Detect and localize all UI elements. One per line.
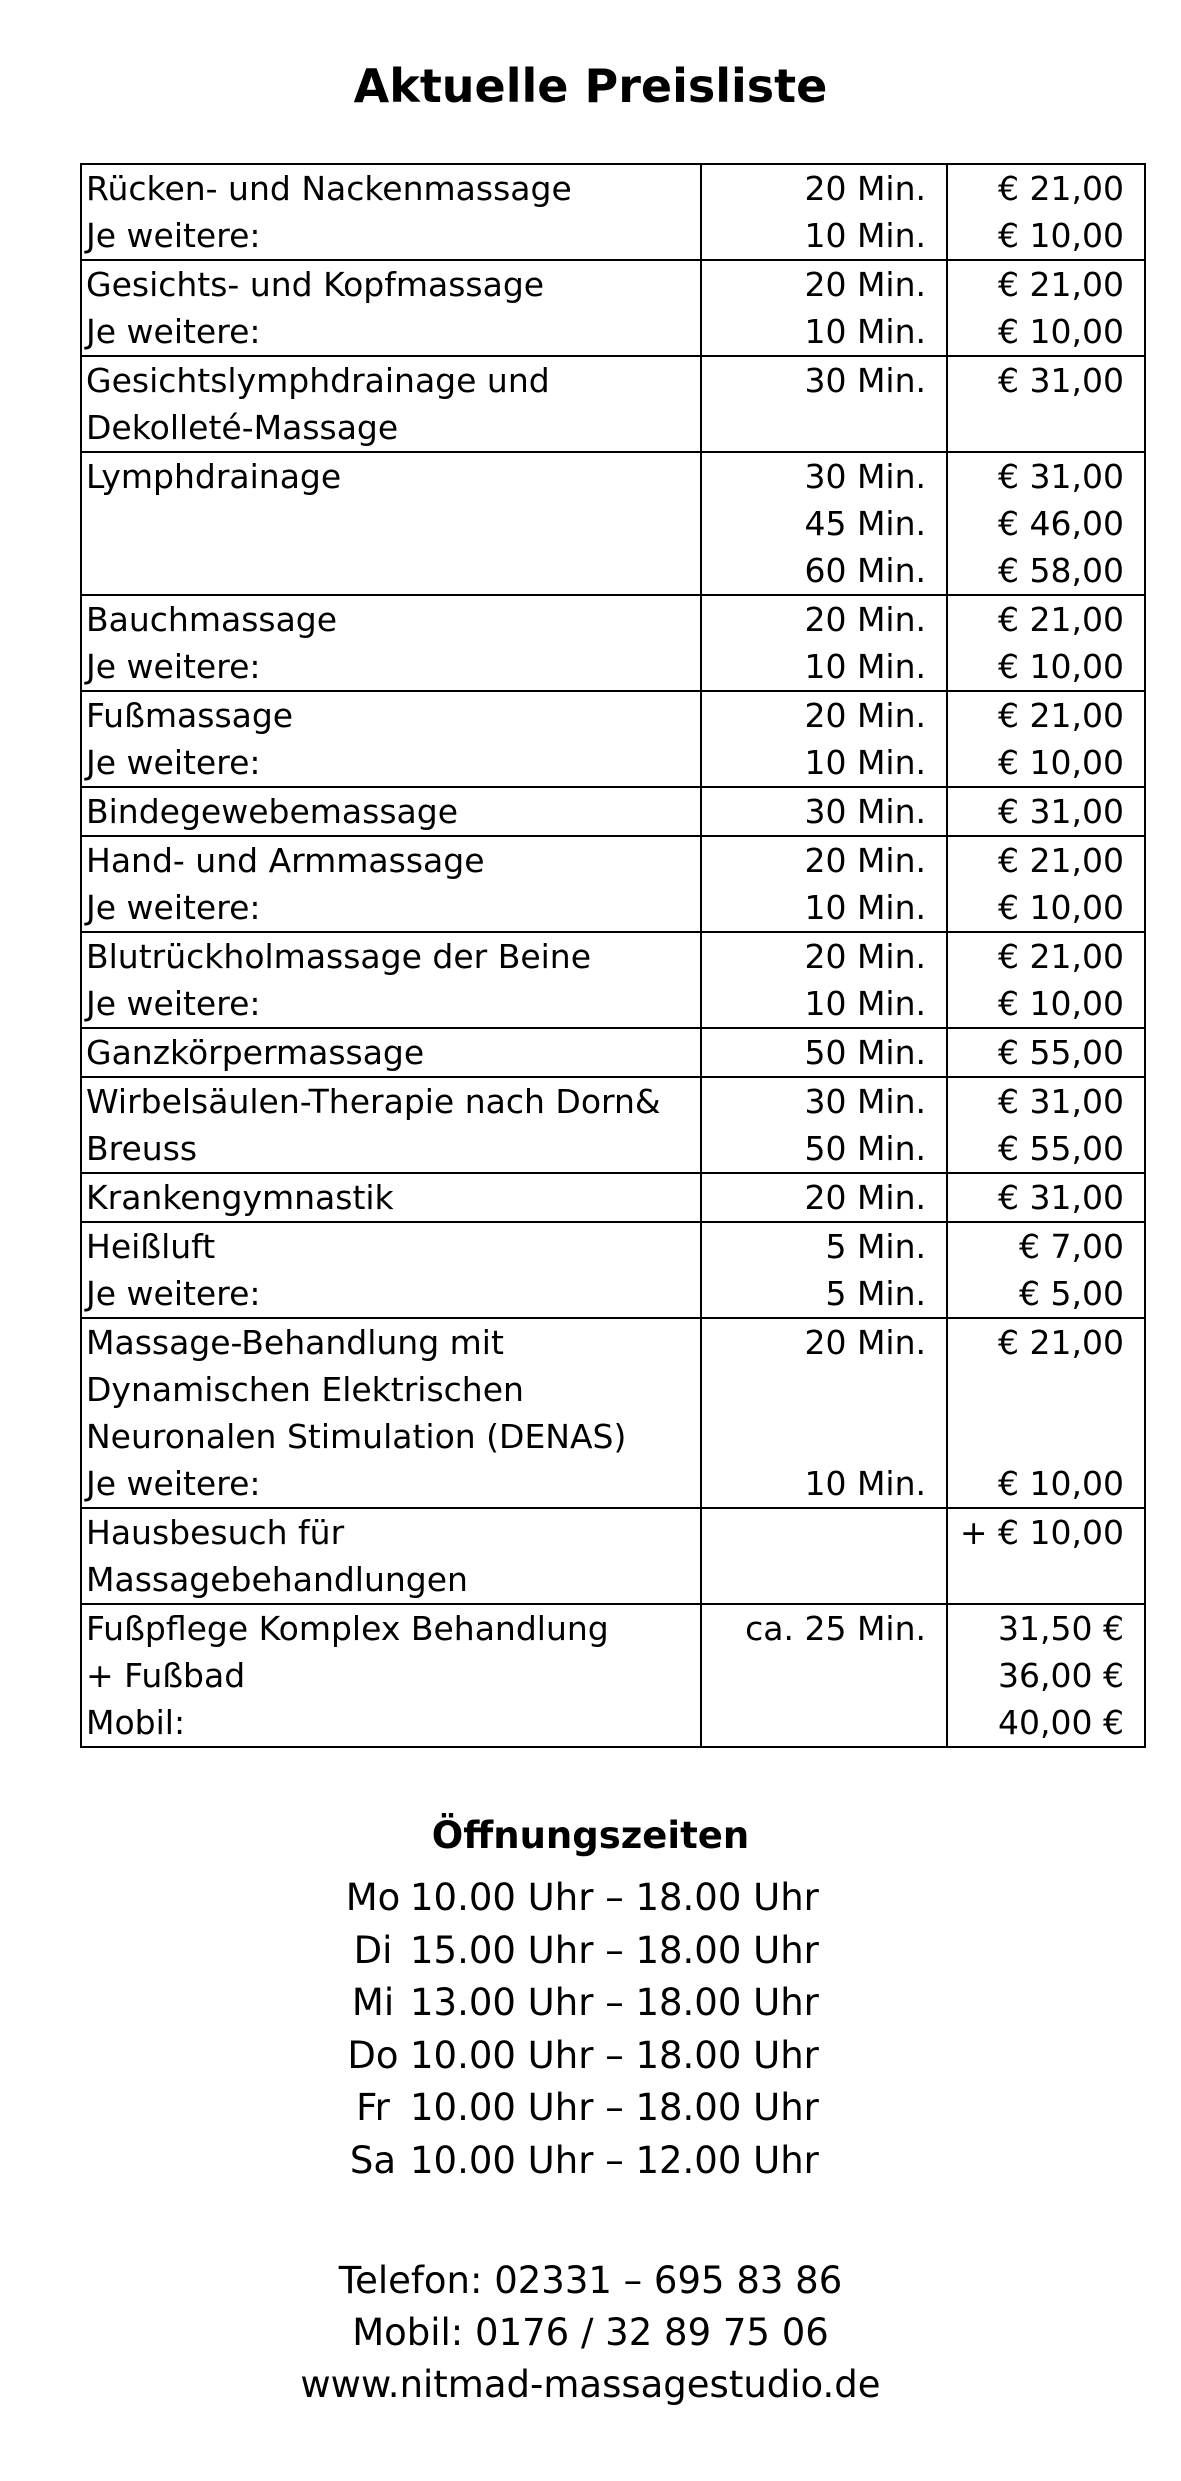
price-line: € 55,00 [998, 1033, 1124, 1072]
price-line: € 31,00 [998, 792, 1124, 831]
duration-line [706, 1509, 926, 1556]
price-cell [947, 356, 1145, 452]
duration-line [706, 1652, 926, 1699]
price-row [81, 1173, 1145, 1222]
service-line [86, 500, 696, 547]
service-cell [81, 1173, 701, 1222]
weekday-label: Sa [349, 2138, 397, 2182]
price-line: € 5,00 [1019, 1274, 1124, 1313]
price-line: € 10,00 [998, 216, 1124, 255]
price-line: € 10,00 [998, 743, 1124, 782]
price-row [81, 1508, 1145, 1604]
duration-cell [701, 1173, 947, 1222]
service-cell [81, 691, 701, 787]
price-cell [947, 691, 1145, 787]
duration-line [706, 1699, 926, 1746]
service-line: Fußmassage [86, 696, 294, 735]
service-line: Heißluft [86, 1227, 216, 1266]
service-line: Wirbelsäulen-Therapie nach Dorn& [86, 1082, 661, 1121]
duration-line [706, 1413, 926, 1460]
price-row [81, 164, 1145, 260]
opening-hours-list [0, 1872, 1181, 2187]
duration-line: 20 Min. [804, 265, 926, 304]
price-cell [947, 1508, 1145, 1604]
service-line: Neuronalen Stimulation (DENAS) [86, 1417, 627, 1456]
price-line: 31,50 € [998, 1609, 1124, 1648]
service-line: Ganzkörpermassage [86, 1033, 425, 1072]
service-cell [81, 1077, 701, 1173]
price-cell [947, 260, 1145, 356]
price-cell [947, 1077, 1145, 1173]
service-line: Mobil: [86, 1703, 186, 1742]
duration-cell [701, 691, 947, 787]
duration-line: 10 Min. [804, 647, 926, 686]
price-line: € 10,00 [998, 312, 1124, 351]
duration-line: 10 Min. [804, 888, 926, 927]
price-cell [947, 1173, 1145, 1222]
duration-cell [701, 452, 947, 595]
duration-cell [701, 164, 947, 260]
price-line: € 55,00 [998, 1129, 1124, 1168]
price-cell [947, 164, 1145, 260]
service-line: Dekolleté-Massage [86, 408, 399, 447]
service-cell [81, 452, 701, 595]
price-cell [947, 1222, 1145, 1318]
opening-time: 10.00 Uhr – 18.00 Uhr [410, 1876, 819, 1919]
price-cell [947, 1318, 1145, 1508]
duration-cell [701, 932, 947, 1028]
opening-time: 15.00 Uhr – 18.00 Uhr [410, 1928, 819, 1972]
service-cell [81, 260, 701, 356]
price-row [81, 356, 1145, 452]
duration-line: 60 Min. [804, 551, 926, 590]
weekday-label: Mi [351, 1981, 395, 2024]
service-cell [81, 836, 701, 932]
service-cell [81, 787, 701, 836]
duration-cell [701, 1222, 947, 1318]
price-row [81, 452, 1145, 595]
price-row [81, 691, 1145, 787]
price-cell [947, 452, 1145, 595]
price-line [952, 1366, 1124, 1413]
service-line: Je weitere: [86, 888, 261, 927]
service-cell [81, 932, 701, 1028]
price-cell [947, 836, 1145, 932]
duration-cell [701, 1604, 947, 1747]
opening-hours-row [0, 1977, 1181, 2030]
service-line: Je weitere: [86, 216, 261, 255]
price-line: € 10,00 [998, 647, 1124, 686]
opening-time: 10.00 Uhr – 18.00 Uhr [410, 2086, 819, 2129]
price-row [81, 932, 1145, 1028]
duration-line: 50 Min. [804, 1033, 926, 1072]
service-cell [81, 1318, 701, 1508]
price-line: € 21,00 [998, 841, 1124, 880]
duration-line [706, 1556, 926, 1603]
service-line: Krankengymnastik [86, 1178, 394, 1217]
contact-block [0, 2255, 1181, 2411]
price-cell [947, 1028, 1145, 1077]
price-row [81, 595, 1145, 691]
opening-hours-row [0, 1872, 1181, 1925]
price-row [81, 1077, 1145, 1173]
price-line: 40,00 € [998, 1703, 1124, 1742]
service-cell [81, 356, 701, 452]
price-cell [947, 932, 1145, 1028]
price-line [952, 1556, 1124, 1603]
price-row [81, 1604, 1145, 1747]
duration-cell [701, 1318, 947, 1508]
duration-line [706, 404, 926, 451]
service-cell [81, 1604, 701, 1747]
service-line: Lymphdrainage [86, 457, 342, 496]
duration-line: 30 Min. [804, 1082, 926, 1121]
price-row [81, 260, 1145, 356]
price-line [952, 404, 1124, 451]
duration-cell [701, 260, 947, 356]
price-line: € 21,00 [998, 1323, 1124, 1362]
service-line: + Fußbad [86, 1656, 246, 1695]
price-row [81, 1222, 1145, 1318]
service-line: Blutrückholmassage der Beine [86, 937, 592, 976]
price-line: 36,00 € [998, 1656, 1124, 1695]
price-line: € 58,00 [998, 551, 1124, 590]
price-line: € 10,00 [998, 1464, 1124, 1503]
service-cell [81, 164, 701, 260]
service-cell [81, 1028, 701, 1077]
service-cell [81, 1222, 701, 1318]
service-line [86, 547, 696, 594]
duration-cell [701, 1028, 947, 1077]
price-row [81, 1028, 1145, 1077]
price-line: € 10,00 [998, 888, 1124, 927]
duration-cell [701, 787, 947, 836]
price-cell [947, 787, 1145, 836]
service-line: Gesichtslymphdrainage und [86, 361, 550, 400]
service-line: Hausbesuch für [86, 1513, 345, 1552]
service-line: Je weitere: [86, 743, 261, 782]
duration-line: 50 Min. [804, 1129, 926, 1168]
mobile-number: Mobil: 0176 / 32 89 75 06 [352, 2311, 829, 2354]
page-title: Aktuelle Preisliste [353, 59, 828, 113]
price-table-body [81, 164, 1145, 1747]
service-line: Gesichts- und Kopfmassage [86, 265, 545, 304]
weekday-label: Fr [356, 2086, 390, 2129]
duration-line: 10 Min. [804, 743, 926, 782]
price-cell [947, 595, 1145, 691]
service-line: Rücken- und Nackenmassage [86, 169, 572, 208]
service-line: Breuss [86, 1129, 198, 1168]
weekday-label: Di [353, 1928, 393, 1972]
duration-cell [701, 595, 947, 691]
opening-time: 13.00 Uhr – 18.00 Uhr [410, 1981, 819, 2024]
price-line: € 31,00 [998, 361, 1124, 400]
duration-line: 20 Min. [804, 1323, 926, 1362]
duration-line: 10 Min. [804, 216, 926, 255]
service-cell [81, 1508, 701, 1604]
price-line: € 31,00 [998, 457, 1124, 496]
opening-hours-row [0, 1925, 1181, 1978]
opening-hours-row [0, 2082, 1181, 2135]
price-row [81, 836, 1145, 932]
opening-time: 10.00 Uhr – 18.00 Uhr [410, 2033, 819, 2077]
website-link[interactable]: www.nitmad-massagestudio.de [300, 2363, 881, 2406]
price-line: € 10,00 [998, 984, 1124, 1023]
duration-line: 30 Min. [804, 792, 926, 831]
service-line: Massage-Behandlung mit [86, 1323, 504, 1362]
price-line: € 31,00 [998, 1082, 1124, 1121]
service-line: Fußpflege Komplex Behandlung [86, 1609, 609, 1648]
opening-time: 10.00 Uhr – 12.00 Uhr [410, 2138, 819, 2182]
price-line: € 21,00 [998, 169, 1124, 208]
service-line: Bauchmassage [86, 600, 338, 639]
duration-line: ca. 25 Min. [745, 1609, 926, 1648]
duration-line: 20 Min. [804, 696, 926, 735]
service-line: Je weitere: [86, 984, 261, 1023]
weekday-label: Do [347, 2033, 399, 2077]
duration-line: 20 Min. [804, 169, 926, 208]
duration-line: 20 Min. [804, 600, 926, 639]
price-cell [947, 1604, 1145, 1747]
price-line: + € 10,00 [959, 1513, 1124, 1552]
duration-line: 10 Min. [804, 1464, 926, 1503]
duration-line [706, 1366, 926, 1413]
duration-line: 5 Min. [825, 1274, 926, 1313]
price-line: € 7,00 [1019, 1227, 1124, 1266]
duration-cell [701, 1077, 947, 1173]
service-line: Je weitere: [86, 647, 261, 686]
duration-cell [701, 356, 947, 452]
price-row [81, 787, 1145, 836]
duration-line: 10 Min. [804, 312, 926, 351]
opening-hours-row [0, 2030, 1181, 2083]
price-table [80, 163, 1146, 1748]
duration-line: 10 Min. [804, 984, 926, 1023]
duration-line: 45 Min. [804, 504, 926, 543]
duration-cell [701, 1508, 947, 1604]
duration-line: 20 Min. [804, 937, 926, 976]
opening-hours-row [0, 2135, 1181, 2188]
service-line: Dynamischen Elektrischen [86, 1370, 524, 1409]
duration-line: 20 Min. [804, 1178, 926, 1217]
weekday-label: Mo [345, 1876, 401, 1919]
duration-line: 5 Min. [825, 1227, 926, 1266]
price-line: € 21,00 [998, 265, 1124, 304]
price-line: € 21,00 [998, 937, 1124, 976]
price-line: € 31,00 [998, 1178, 1124, 1217]
service-line: Bindegewebemassage [86, 792, 458, 831]
price-row [81, 1318, 1145, 1508]
duration-line: 20 Min. [804, 841, 926, 880]
price-line: € 21,00 [998, 696, 1124, 735]
price-line: € 46,00 [998, 504, 1124, 543]
service-line: Je weitere: [86, 1274, 261, 1313]
service-cell [81, 595, 701, 691]
service-line: Hand- und Armmassage [86, 841, 485, 880]
service-line: Je weitere: [86, 312, 261, 351]
service-line: Massagebehandlungen [86, 1560, 468, 1599]
duration-line: 30 Min. [804, 361, 926, 400]
service-line: Je weitere: [86, 1464, 261, 1503]
opening-hours-title: Öffnungszeiten [431, 1814, 750, 1857]
price-line: € 21,00 [998, 600, 1124, 639]
price-line [952, 1413, 1124, 1460]
duration-line: 30 Min. [804, 457, 926, 496]
duration-cell [701, 836, 947, 932]
phone-number: Telefon: 02331 – 695 83 86 [338, 2259, 843, 2302]
